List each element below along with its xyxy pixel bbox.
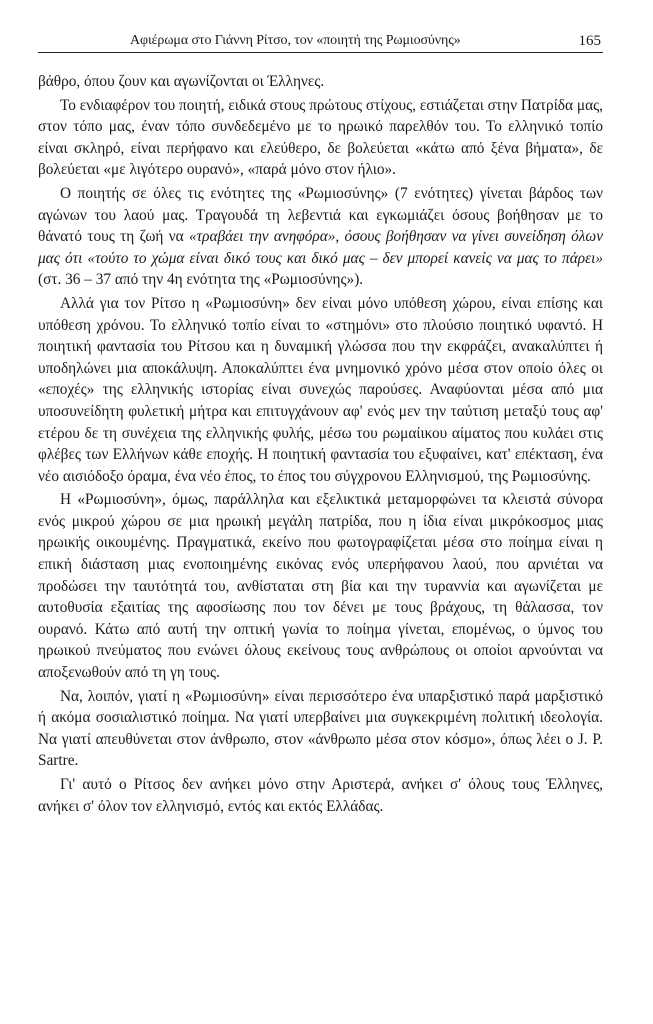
paragraph — [38, 686, 603, 772]
book-page — [38, 28, 603, 819]
italic-quotation: «τραβάει την ανηφόρα», όσους βοήθησαν να γίνει συνείδηση όλων μας ότι «τούτο το χώμα είναι δικό τους και δικό μας – δεν μπορεί κανείς να μας το πάρει» — [38, 228, 603, 267]
paragraph-text: βάθρο, όπου ζουν και αγωνίζονται οι Έλληνες. — [38, 73, 325, 90]
paragraph-text: Αλλά για τον Ρίτσο η «Ρωμιοσύνη» δεν είναι μόνο υπόθεση χώρου, είναι επίσης και υπόθεση χρόνου. Το ελληνικό τοπίο είναι το «στημόνι» στο πλούσιο ποιητικό υφαντό. Η ποιητική φαντασία του Ρίτσου και η δυναμική γλώσσα που την εκφράζει, ανακαλύπτει ή υποδηλώνει μια αποκάλυψη. Αποκαλύπτει ένα μνημονικό χρόνο μέσα στον οποίο όλες οι «εποχές» της ελληνικής ιστορίας είναι συνεχώς παρούσες. Αναφύονται μέσα από μια υποσυνείδητη φυλετική μήτρα και επιτυγχάνουν αφ' ενός μεν την ταύτιση μεταξύ τους αφ' ετέρου δε τη συνέχεια της ελληνικής φυλής, μέσω του ρωμαίικου αίματος που κυλάει στις φλέβες των Ελλήνων κάθε εποχής. Η ποιητική φαντασία του εξυφαίνει, κατ' επέκταση, ένα νέο αισιόδοξο όραμα, ένα νέο έπος, το έπος του σύγχρονου Ελληνισμού, της Ρωμιοσύνης. — [38, 294, 603, 485]
paragraph-text: Να, λοιπόν, γιατί η «Ρωμιοσύνη» είναι περισσότερο ένα υπαρξιστικό παρά μαρξιστικό ή ακόμα σοσιαλιστικό ποίημα. Να γιατί υπερβαίνει μια συγκεκριμένη πολιτική ιδεολογία. Να γιατί απευθύνεται στον άνθρωπο, στον «άνθρωπο μέσα στον κόσμο», όπως λέει ο J. P. Sartre. — [38, 687, 603, 770]
paragraph — [38, 293, 603, 487]
paragraph-text: Γι' αυτό ο Ρίτσος δεν ανήκει μόνο στην Αριστερά, ανήκει σ' όλους τους Έλληνες, ανήκει σ' όλον τον ελληνισμό, εντός και εκτός Ελλάδας. — [38, 776, 603, 815]
paragraph — [38, 95, 603, 181]
paragraph — [38, 489, 603, 683]
paragraph-text: Το ενδιαφέρον του ποιητή, ειδικά στους πρώτους στίχους, εστιάζεται στην Πατρίδα μας, στον τόπο μας, έναν τόπο συνδεδεμένο με το ηρωικό παρελθόν του. Το ελληνικό τοπίο είναι σκληρό, είναι περήφανο και ελεύθερο, δε βολεύεται «κάτω από ξένα βήματα», δε βολεύεται «με λιγότερο ουρανό», «παρά μόνο στον ήλιο». — [38, 96, 603, 179]
body-text — [38, 71, 603, 817]
paragraph-text: Η «Ρωμιοσύνη», όμως, παράλληλα και εξελικτικά μεταμορφώνει τα κλειστά σύνορα ενός μικρού χώρου σε μια ηρωική μεγάλη πατρίδα, που η ίδια είναι μικρόκοσμος μιας ηρωικής οικουμένης. Πραγματικά, εκείνο που φωτογραφίζεται μέσα στο ποίημα είναι η επική διάσταση μιας ενοποιημένης εικόνας ενός υπερήφανου λαού, που αρνιέται να προδώσει την ταυτότητά του, ανθίσταται στη βία και την τυραννία και αγωνίζεται με αυτοθυσία εξαιτίας της αφοσίωσης που τον δένει με τους βράχους, τη θάλασσα, τον ουρανό. Κάτω από αυτή την οπτική γωνία το ποίημα γίνεται, επομένως, ο ύμνος του ηρωικού πνεύματος που ενώνει όλους εκείνους τους ανθρώπους οι οποίοι αρνούνται να αποξενωθούν από τη γη τους. — [38, 491, 603, 682]
running-header — [38, 28, 603, 53]
paragraph-text: Ο ποιητής σε όλες τις ενότητες της «Ρωμιοσύνης» (7 ενότητες) γίνεται βάρδος των αγώνων του λαού μας. Τραγουδά τη λεβεντιά και εγκωμιάζει όσους βοήθησαν με το θάνατό τους τη ζωή να — [38, 184, 603, 246]
paragraph — [38, 183, 603, 291]
paragraph — [38, 71, 603, 93]
citation-text: (στ. 36 – 37 από την 4η ενότητα της «Ρωμιοσύνης»). — [38, 271, 364, 289]
running-title: Αφιέρωμα στο Γιάννη Ρίτσο, τον «ποιητή της Ρωμιοσύνης» — [130, 33, 461, 48]
paragraph — [38, 774, 603, 817]
page-number: 165 — [578, 33, 601, 49]
